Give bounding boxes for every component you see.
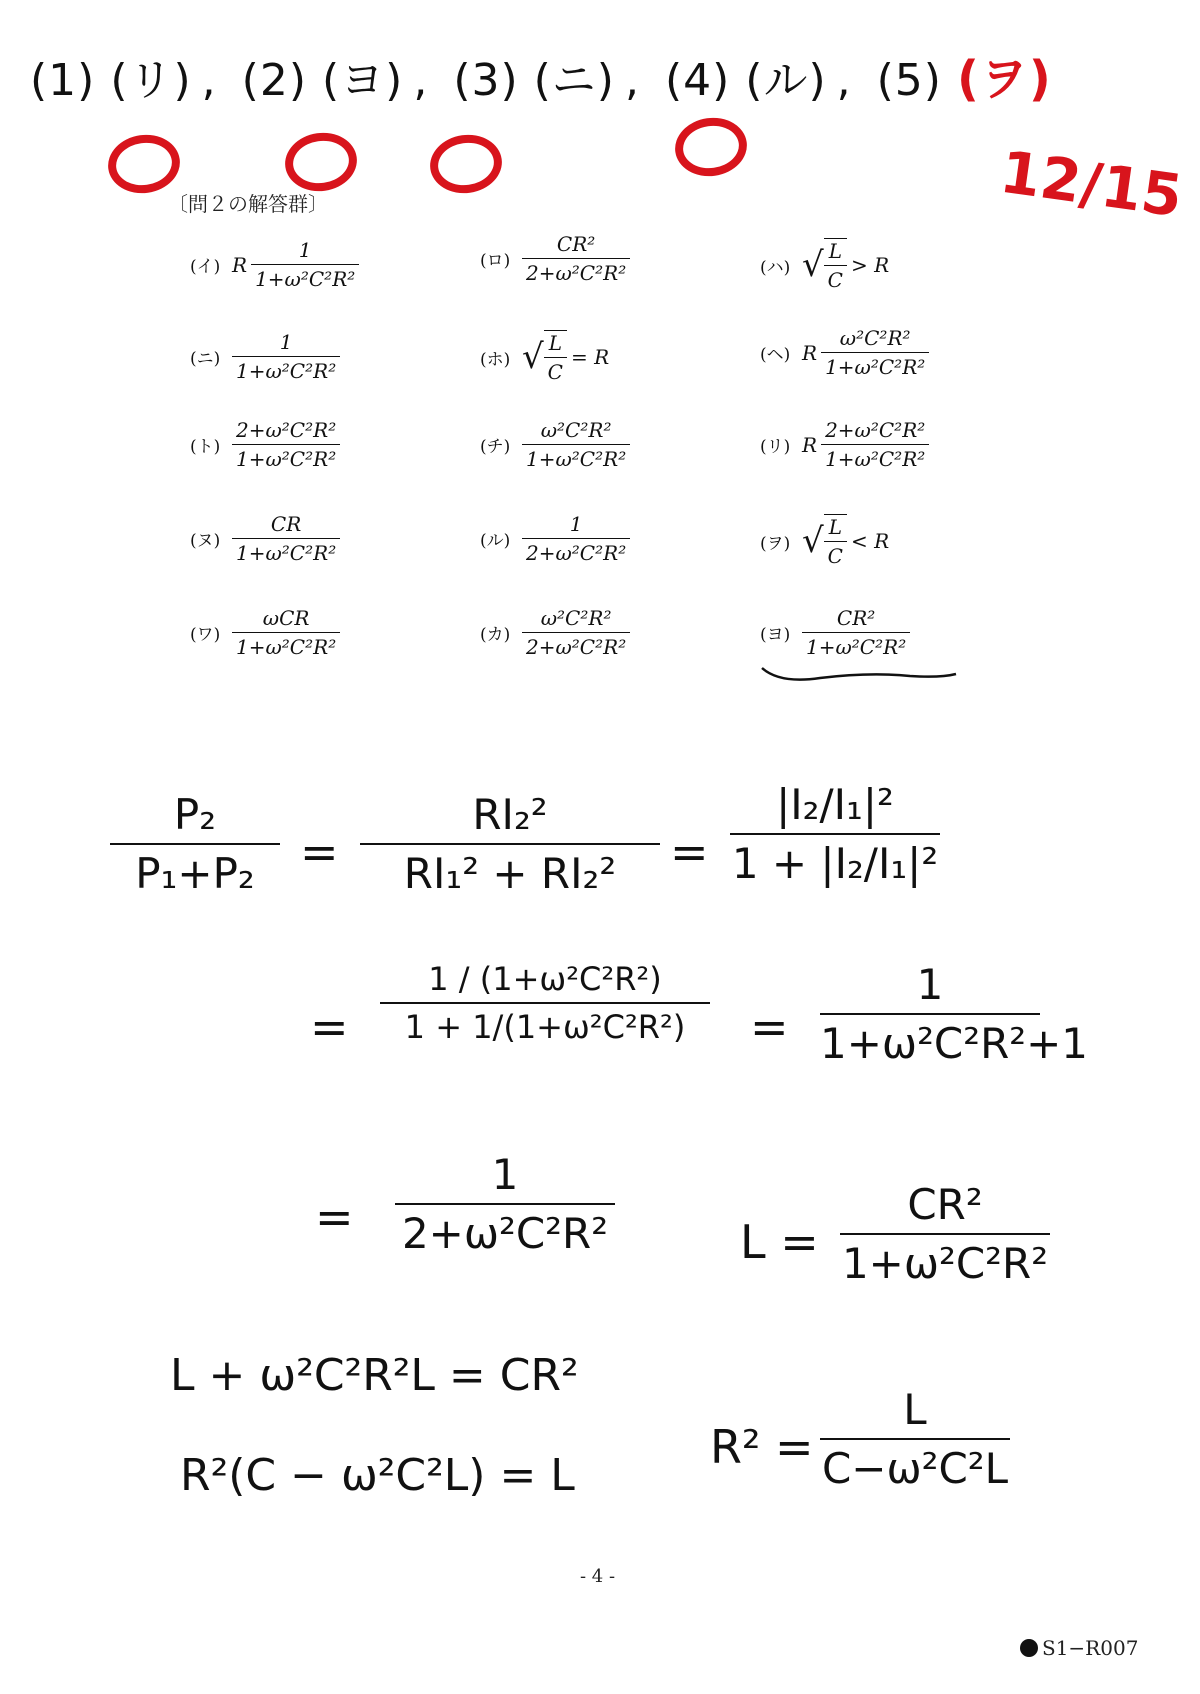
denominator: 2+ω²C²R² — [522, 538, 630, 565]
work-equals: = — [315, 1190, 354, 1244]
work-numerator: L — [903, 1385, 927, 1434]
correct-circle-mark — [671, 113, 750, 180]
score: 12/15 — [996, 137, 1187, 231]
denominator: 1+ω²C²R² — [232, 444, 340, 471]
answer-5-correction: (ヲ) — [956, 51, 1052, 107]
option-label: (イ) — [190, 257, 221, 277]
work-numerator: CR² — [907, 1180, 983, 1229]
work-equals: = — [310, 1000, 349, 1054]
work-fraction-simplified — [820, 960, 1089, 1068]
option-ro — [480, 232, 630, 285]
document-code-text: S1−R007 — [1042, 1636, 1139, 1660]
denominator: C — [544, 357, 567, 384]
numerator: 1 — [279, 330, 293, 354]
option-he — [760, 326, 929, 379]
work-denominator: 1+ω²C²R² — [840, 1233, 1050, 1288]
numerator: CR² — [556, 232, 596, 256]
denominator: 1+ω²C²R² — [232, 538, 340, 565]
option-label: (リ) — [760, 437, 791, 457]
answer-3: (3) (ニ) — [453, 55, 615, 106]
document-code — [1020, 1636, 1138, 1660]
option-chi — [480, 418, 630, 471]
work-numerator: 1 — [916, 960, 944, 1009]
denominator: 1+ω²C²R² — [232, 356, 340, 383]
work-l-label: L = — [740, 1215, 819, 1269]
work-equals: = — [670, 825, 709, 879]
work-numerator: 1 — [491, 1150, 519, 1199]
option-wa — [190, 606, 340, 659]
work-equals: = — [750, 1000, 789, 1054]
option-to — [190, 418, 340, 471]
option-ka — [480, 606, 630, 659]
separator: , — [413, 55, 429, 106]
numerator: CR — [270, 512, 302, 536]
correct-circle-mark — [281, 128, 360, 195]
option-i — [190, 238, 359, 291]
work-denominator: 1 + |I₂/I₁|² — [730, 833, 940, 888]
option-label: (ワ) — [190, 625, 221, 645]
work-numerator: |I₂/I₁|² — [776, 780, 894, 829]
denominator: C — [824, 265, 847, 292]
option-ri — [760, 418, 929, 471]
option-label: (ヲ) — [760, 533, 791, 554]
work-equation-line-2: R²(C − ω²C²L) = L — [180, 1450, 575, 1501]
numerator: ω²C²R² — [540, 418, 612, 442]
work-denominator: 1+ω²C²R²+1 — [820, 1013, 1040, 1068]
answer-4: (4) (ル) — [664, 55, 827, 106]
option-label: (ホ) — [480, 349, 511, 370]
work-numerator: P₂ — [173, 790, 217, 839]
work-fraction-substituted — [380, 960, 710, 1046]
option-ru — [480, 512, 630, 565]
denominator: 1+ω²C²R² — [821, 444, 929, 471]
denominator: C — [824, 541, 847, 568]
option-tail: = R — [570, 345, 610, 369]
work-fraction-current-ratio — [730, 780, 940, 888]
answer-line — [30, 40, 1052, 109]
numerator: ωCR — [262, 606, 310, 630]
answer-group-title: 〔問２の解答群〕 — [168, 192, 328, 216]
option-ni — [190, 330, 340, 383]
option-label: (ヘ) — [760, 345, 791, 365]
option-label: (チ) — [480, 437, 511, 457]
option-label: (ヌ) — [190, 531, 221, 551]
option-ho: (ホ) √ $\frac{L}{C}$ = R — [480, 331, 610, 384]
denominator: 1+ω²C²R² — [232, 632, 340, 659]
page-number: - 4 - — [580, 1566, 616, 1587]
denominator: 1+ω²C²R² — [802, 632, 910, 659]
correct-circle-mark — [426, 130, 505, 197]
numerator: ω²C²R² — [839, 326, 911, 350]
work-denominator: P₁+P₂ — [110, 843, 280, 898]
work-numerator: RI₂² — [472, 790, 548, 839]
work-denominator: RI₁² + RI₂² — [360, 843, 660, 898]
denominator: 1+ω²C²R² — [821, 352, 929, 379]
work-denominator: C−ω²C²L — [820, 1438, 1010, 1493]
work-equation-line-1: L + ω²C²R²L = CR² — [170, 1350, 579, 1401]
answer-1: (1) (リ) — [30, 55, 192, 106]
denominator: 1+ω²C²R² — [522, 444, 630, 471]
separator: , — [624, 55, 640, 106]
option-label: (ト) — [190, 437, 221, 457]
separator: , — [201, 55, 217, 106]
denominator: 1+ω²C²R² — [251, 264, 359, 291]
work-r-squared-label: R² = — [710, 1420, 814, 1474]
numerator: 2+ω²C²R² — [236, 418, 337, 442]
answer-5-label: (5) — [876, 55, 942, 106]
work-equals: = — [300, 825, 339, 879]
work-denominator: 2+ω²C²R² — [395, 1203, 615, 1258]
option-yo — [760, 606, 910, 659]
work-numerator: 1 / (1+ω²C²R²) — [428, 960, 662, 998]
option-tail: < R — [850, 529, 890, 553]
work-fraction-l — [840, 1180, 1050, 1288]
option-label: (ロ) — [480, 251, 511, 271]
numerator: 1 — [569, 512, 583, 536]
option-label: (カ) — [480, 625, 511, 645]
answer-2: (2) (ヨ) — [241, 55, 404, 106]
option-ha: (ハ) √ $\frac{L}{C}$ > R — [760, 239, 890, 292]
option-prefix: R — [802, 340, 818, 365]
handwritten-underline — [760, 662, 960, 686]
option-label: (ル) — [480, 531, 511, 551]
work-fraction-result — [395, 1150, 615, 1258]
option-wo: (ヲ) √ $\frac{L}{C}$ < R — [760, 515, 890, 568]
work-fraction-r-squared — [820, 1385, 1010, 1493]
numerator: CR² — [836, 606, 876, 630]
option-nu — [190, 512, 340, 565]
work-fraction-resistance — [360, 790, 660, 898]
bullet-icon — [1020, 1639, 1038, 1657]
numerator: 1 — [298, 238, 312, 262]
numerator: L — [548, 331, 562, 355]
option-label: (ヨ) — [760, 625, 791, 645]
denominator: 2+ω²C²R² — [522, 632, 630, 659]
option-label: (ニ) — [190, 349, 221, 369]
numerator: L — [828, 239, 842, 263]
numerator: 2+ω²C²R² — [825, 418, 926, 442]
work-fraction-power-ratio — [110, 790, 280, 898]
work-denominator: 1 + 1/(1+ω²C²R²) — [380, 1002, 710, 1046]
option-label: (ハ) — [760, 257, 791, 278]
numerator: ω²C²R² — [540, 606, 612, 630]
option-prefix: R — [232, 252, 248, 277]
option-tail: > R — [850, 253, 890, 277]
separator: , — [836, 55, 852, 106]
numerator: L — [828, 515, 842, 539]
option-prefix: R — [802, 432, 818, 457]
denominator: 2+ω²C²R² — [522, 258, 630, 285]
